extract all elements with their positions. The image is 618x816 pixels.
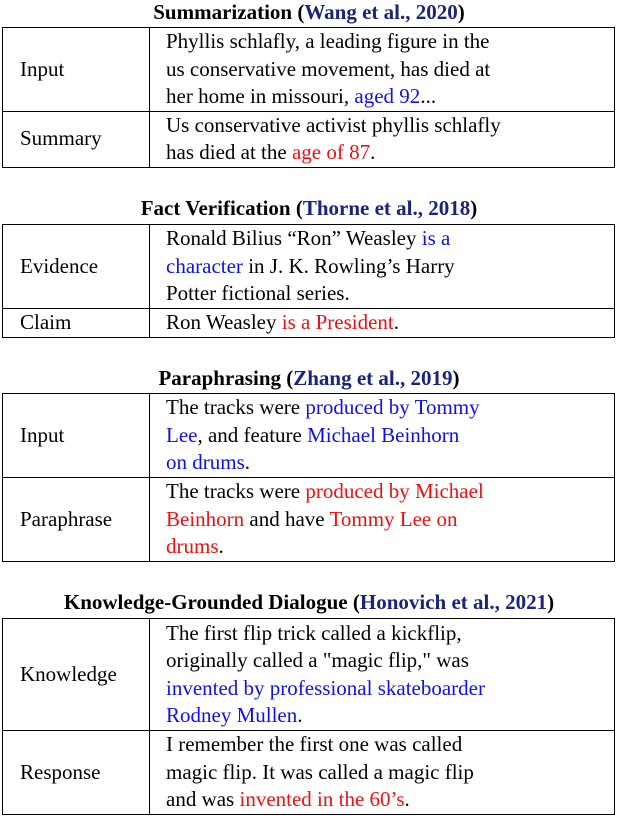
text-segment: her home in missouri, <box>166 84 355 108</box>
highlight-consistent: Lee <box>166 422 198 447</box>
text-line <box>166 139 610 167</box>
text-segment: Ronald Bilius “Ron” Weasley <box>166 226 422 251</box>
text-line <box>166 478 610 506</box>
row-text <box>150 309 615 338</box>
text-line <box>166 675 610 703</box>
text-line <box>166 309 610 337</box>
text-segment: The first flip trick called a kickflip, <box>166 620 462 645</box>
example-table <box>2 393 615 562</box>
highlight-inconsistent: age of 87 <box>291 140 371 164</box>
table-row <box>3 111 615 167</box>
row-label: Summary <box>3 111 150 167</box>
text-line <box>166 112 610 140</box>
highlight-inconsistent: is a President <box>281 310 394 334</box>
highlight-consistent: invented by professional skateboarder <box>166 675 485 700</box>
highlight-consistent: character <box>166 253 243 278</box>
text-segment: originally called a "magic flip," was <box>166 648 469 672</box>
text-line <box>166 647 610 675</box>
highlight-consistent: on drums <box>166 450 245 475</box>
table-row <box>3 619 615 731</box>
highlight-inconsistent: Beinhorn <box>166 506 245 531</box>
text-segment: I remember the first one was called <box>166 732 463 757</box>
text-segment: . <box>244 450 250 475</box>
section-title: Paraphrasing <box>158 366 281 390</box>
row-text <box>150 111 615 167</box>
section-paraphrasing <box>0 366 618 390</box>
text-segment: Potter fictional series. <box>166 281 350 306</box>
text-segment: Phyllis schlafly, a leading figure in the <box>166 29 490 53</box>
section-knowledge-grounded-dialogue <box>0 590 618 614</box>
row-text <box>150 225 615 309</box>
row-label: Response <box>3 731 150 815</box>
text-segment: Ron Weasley <box>166 310 282 334</box>
highlight-consistent: aged 92 <box>354 84 421 108</box>
row-text <box>150 619 615 731</box>
text-line <box>166 449 610 477</box>
text-line <box>166 702 610 730</box>
citation-link[interactable]: Thorne et al., 2018 <box>302 196 471 220</box>
text-line <box>166 731 610 759</box>
text-segment: The tracks were <box>166 395 306 420</box>
text-segment: Us conservative activist phyllis schlafly <box>166 112 501 137</box>
text-segment: in J. K. Rowling’s Harry <box>242 253 455 278</box>
example-table <box>2 27 615 168</box>
table-row <box>3 478 615 562</box>
text-segment: . <box>393 310 399 334</box>
row-label: Claim <box>3 309 150 338</box>
text-segment: ... <box>420 84 437 108</box>
text-segment: . <box>370 140 376 164</box>
text-segment: The tracks were <box>166 479 306 504</box>
highlight-consistent: Rodney Mullen <box>166 703 298 727</box>
text-segment: magic flip. It was called a magic flip <box>166 759 474 784</box>
text-line <box>166 620 610 648</box>
citation-link[interactable]: Honovich et al., 2021 <box>359 590 548 614</box>
text-line <box>166 422 610 450</box>
section-summarization <box>0 0 618 24</box>
text-line <box>166 533 610 561</box>
text-line <box>166 83 610 111</box>
section-title: Summarization <box>153 0 293 24</box>
section-heading: Paraphrasing (Zhang et al., 2019) <box>158 366 460 390</box>
text-line <box>166 786 610 814</box>
text-line <box>166 394 610 422</box>
row-text <box>150 28 615 112</box>
highlight-consistent: produced by Tommy <box>305 395 480 420</box>
text-segment: . <box>218 534 224 559</box>
text-segment: has died at the <box>166 140 292 164</box>
text-line <box>166 280 610 308</box>
text-line <box>166 56 610 84</box>
table-row <box>3 309 615 338</box>
text-line <box>166 225 610 253</box>
row-label: Input <box>3 28 150 112</box>
text-line <box>166 28 610 56</box>
text-line <box>166 759 610 787</box>
section-heading: Fact Verification (Thorne et al., 2018) <box>140 196 478 220</box>
highlight-inconsistent: invented in the 60’s <box>239 787 405 812</box>
highlight-consistent: is a <box>421 226 451 251</box>
row-text <box>150 394 615 478</box>
row-text <box>150 731 615 815</box>
row-label: Knowledge <box>3 619 150 731</box>
highlight-consistent: Michael Beinhorn <box>307 422 460 447</box>
citation-link[interactable]: Zhang et al., 2019 <box>293 366 453 390</box>
table-row <box>3 225 615 309</box>
row-label: Paraphrase <box>3 478 150 562</box>
row-text <box>150 478 615 562</box>
section-title: Fact Verification <box>140 196 291 220</box>
section-title: Knowledge-Grounded Dialogue <box>63 590 348 614</box>
text-line <box>166 253 610 281</box>
text-segment: , and feature <box>197 422 308 447</box>
text-segment: . <box>404 787 410 812</box>
citation-link[interactable]: Wang et al., 2020 <box>304 0 458 24</box>
text-segment: us conservative movement, has died at <box>166 56 491 81</box>
table-row <box>3 394 615 478</box>
highlight-inconsistent: produced by Michael <box>305 479 484 504</box>
example-table <box>2 224 615 338</box>
text-line <box>166 506 610 534</box>
text-segment: and was <box>166 787 240 812</box>
highlight-inconsistent: drums <box>166 534 219 559</box>
row-label: Evidence <box>3 225 150 309</box>
table-row <box>3 731 615 815</box>
table-row <box>3 28 615 112</box>
section-heading: Knowledge-Grounded Dialogue (Honovich et al., 2021) <box>63 590 555 614</box>
row-label: Input <box>3 394 150 478</box>
example-table <box>2 618 615 815</box>
text-segment: and have <box>244 506 330 531</box>
text-segment: . <box>297 703 303 727</box>
section-fact-verification <box>0 196 618 220</box>
highlight-inconsistent: Tommy Lee on <box>329 506 458 531</box>
section-heading: Summarization (Wang et al., 2020) <box>153 0 465 24</box>
